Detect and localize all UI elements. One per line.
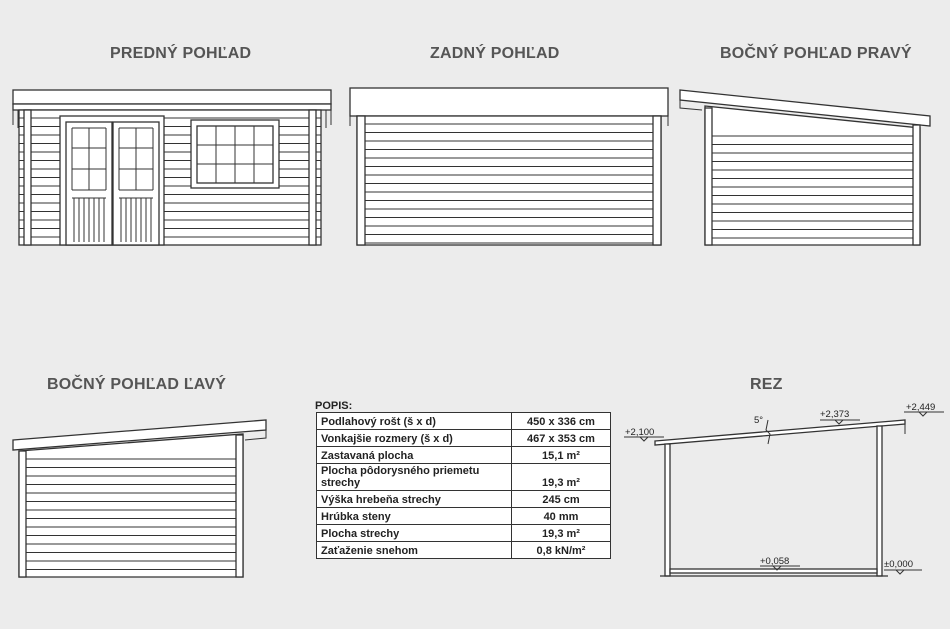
section-drawing — [624, 402, 944, 576]
back-view-title: ZADNÝ POHĽAD — [430, 45, 560, 62]
dim-left-eave: +2,100 — [625, 427, 655, 438]
spec-row — [317, 447, 611, 464]
spec-value: 40 mm — [512, 508, 611, 525]
spec-label: Vonkajšie rozmery (š x d) — [317, 430, 512, 447]
spec-value: 467 x 353 cm — [512, 430, 611, 447]
popis-label: POPIS: — [315, 400, 353, 412]
spec-row — [317, 464, 611, 491]
spec-label: Plocha pôdorysného priemetu strechy — [317, 464, 512, 491]
left-side-view-drawing — [13, 420, 266, 577]
dim-ground: ±0,000 — [884, 559, 913, 570]
spec-label: Zastavaná plocha — [317, 447, 512, 464]
spec-row — [317, 542, 611, 559]
spec-value: 15,1 m² — [512, 447, 611, 464]
front-view-drawing — [13, 90, 331, 245]
spec-label: Hrúbka steny — [317, 508, 512, 525]
spec-value: 245 cm — [512, 491, 611, 508]
back-view-drawing — [350, 88, 668, 245]
spec-row — [317, 491, 611, 508]
spec-row — [317, 508, 611, 525]
dim-right-eave: +2,449 — [906, 402, 936, 413]
spec-row — [317, 525, 611, 542]
left-side-view-title: BOČNÝ POHĽAD ĽAVÝ — [47, 376, 227, 393]
specs-table — [316, 412, 611, 559]
spec-value: 0,8 kN/m² — [512, 542, 611, 559]
spec-row — [317, 413, 611, 430]
right-side-view-drawing — [680, 90, 930, 245]
spec-value: 19,3 m² — [512, 464, 611, 491]
spec-row — [317, 430, 611, 447]
front-view-title: PREDNÝ POHĽAD — [110, 45, 252, 62]
spec-value: 450 x 336 cm — [512, 413, 611, 430]
dim-floor: +0,058 — [760, 556, 790, 567]
spec-label: Zaťaženie snehom — [317, 542, 512, 559]
spec-label: Plocha strechy — [317, 525, 512, 542]
spec-label: Podlahový rošt (š x d) — [317, 413, 512, 430]
dim-ridge: +2,373 — [820, 409, 850, 420]
dim-slope: 5° — [754, 415, 764, 426]
right-side-view-title: BOČNÝ POHĽAD PRAVÝ — [720, 45, 912, 62]
spec-label: Výška hrebeňa strechy — [317, 491, 512, 508]
spec-value: 19,3 m² — [512, 525, 611, 542]
section-view-title: REZ — [750, 376, 783, 393]
